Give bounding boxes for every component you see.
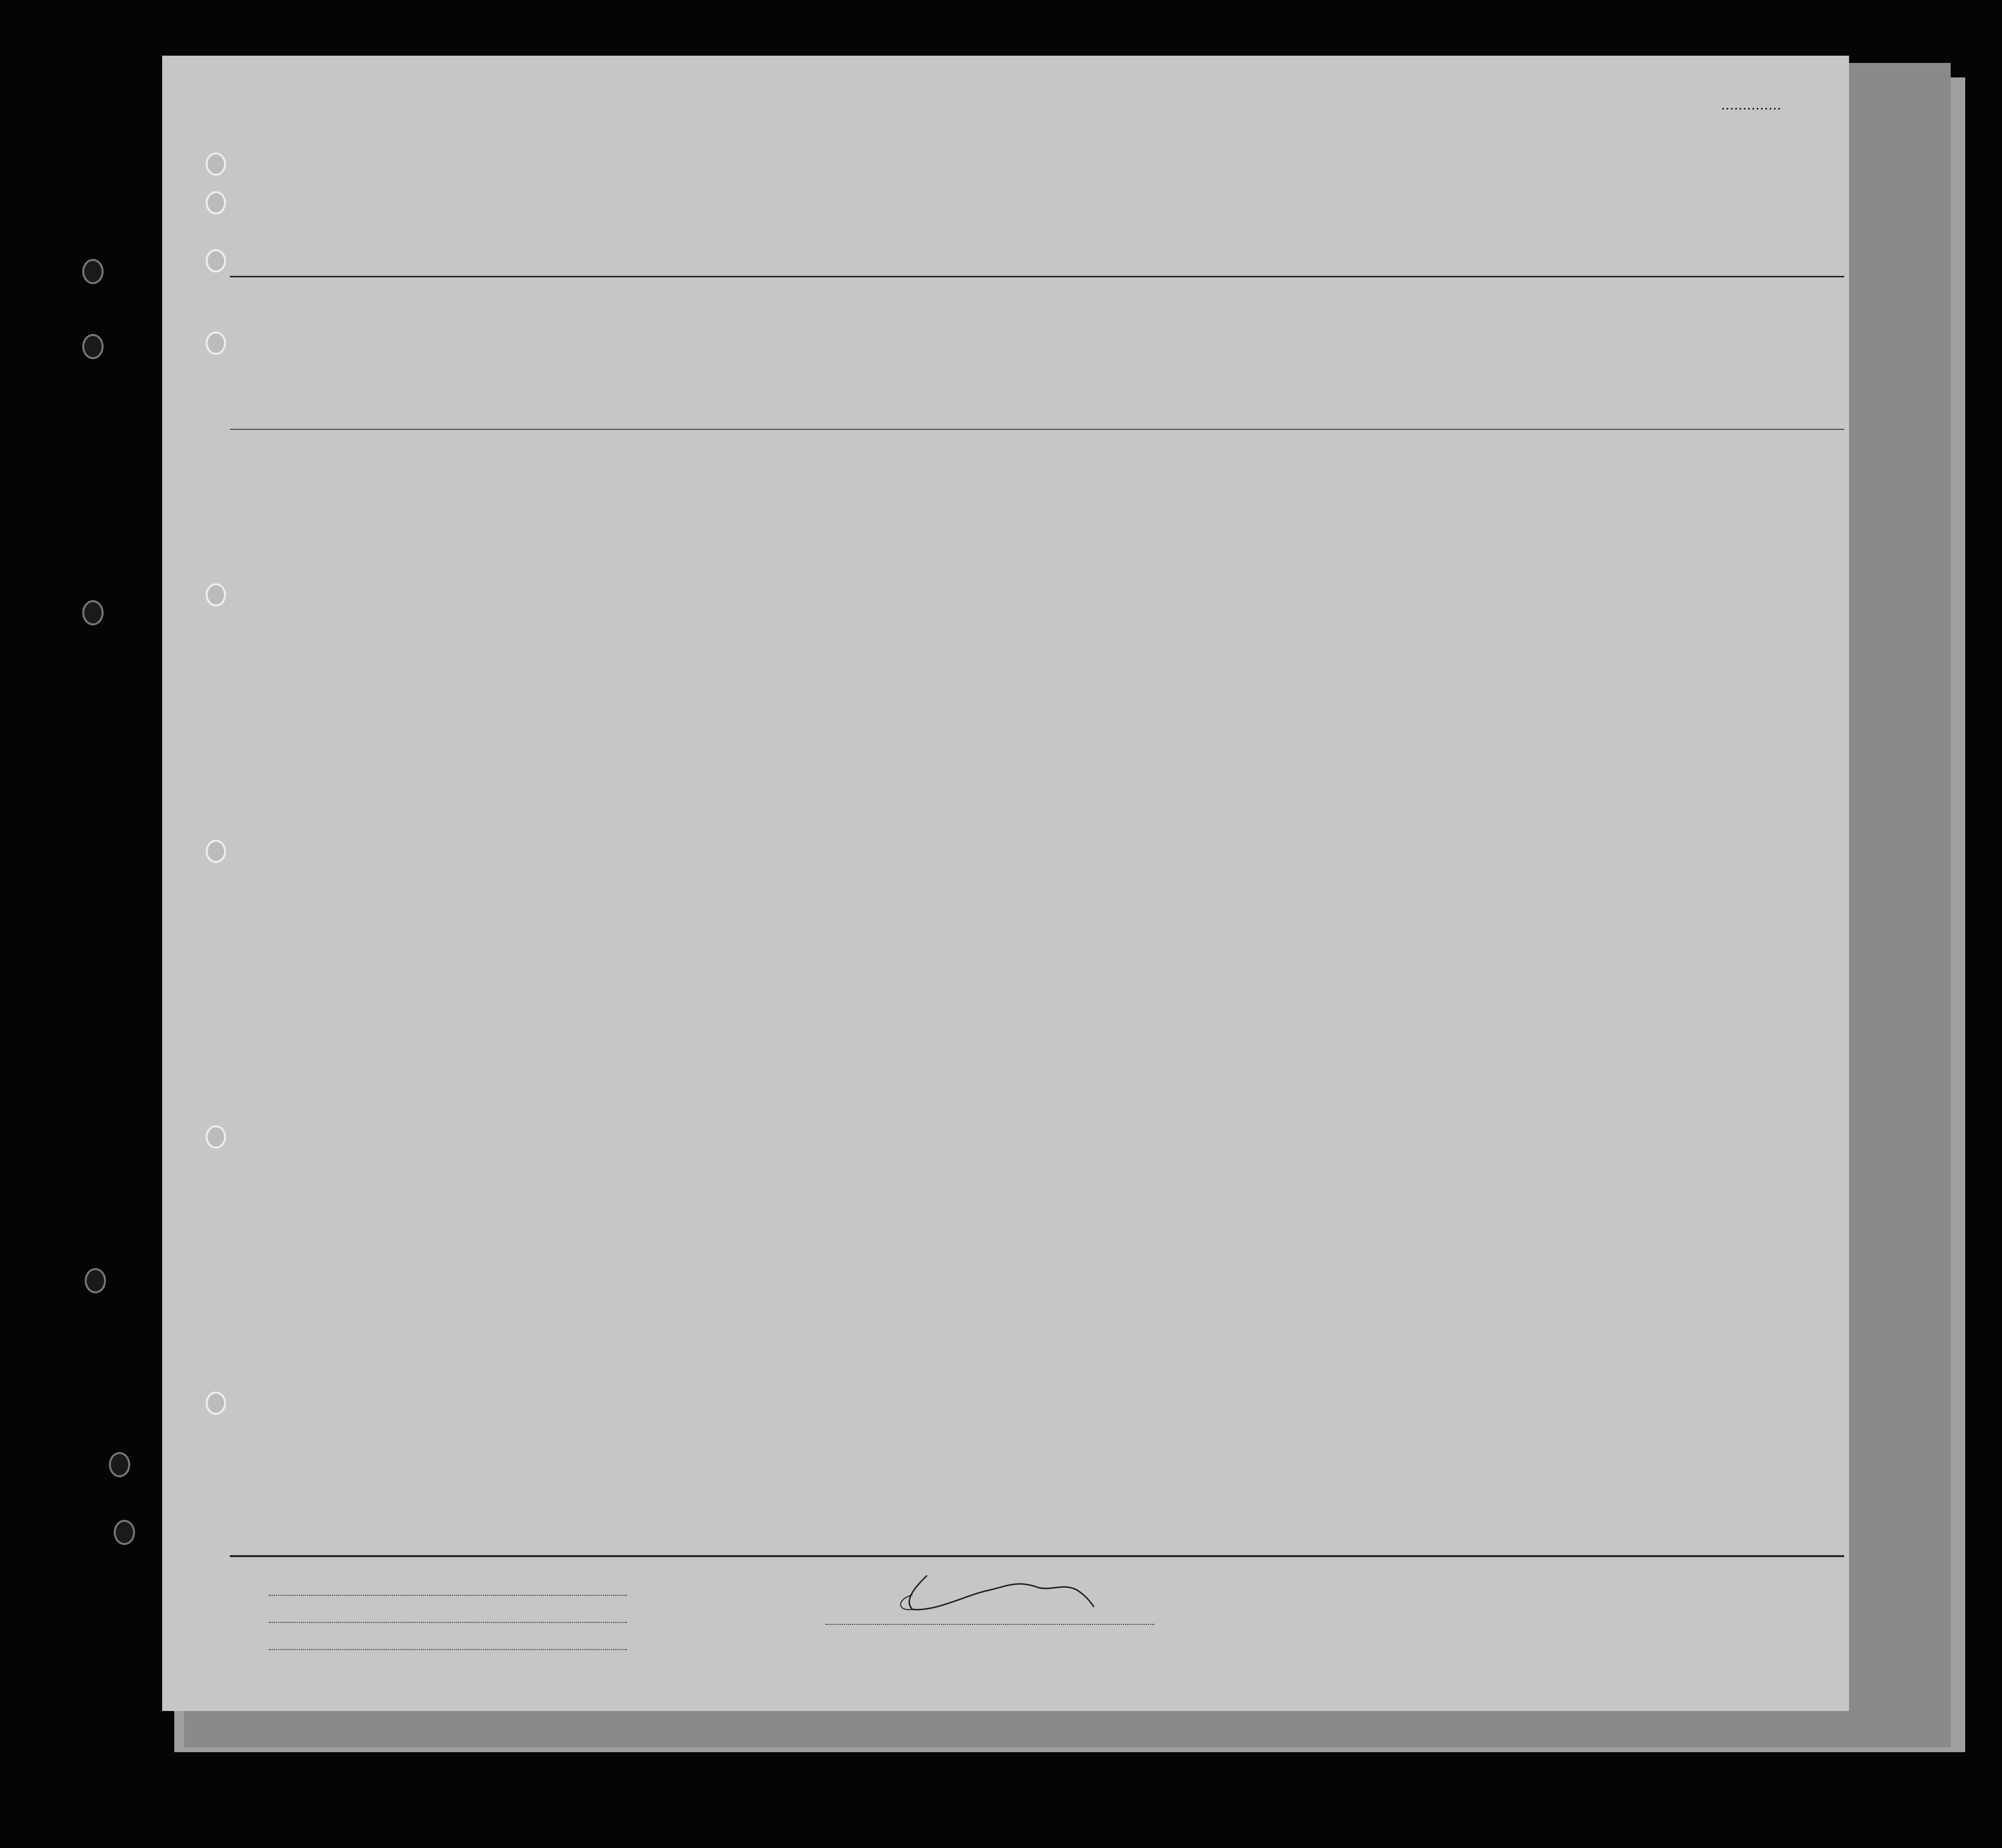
reinforcement-ring <box>206 1392 226 1415</box>
inspector-signature <box>898 1561 1101 1616</box>
reinforcement-ring <box>206 152 226 176</box>
binder-hole <box>82 334 104 359</box>
binder-hole <box>114 1520 135 1545</box>
line-field <box>259 1585 627 1612</box>
binder-hole <box>82 259 104 284</box>
manifest-sheet <box>162 56 1849 1711</box>
owners-field <box>259 1612 627 1639</box>
reinforcement-ring <box>206 840 226 863</box>
binder-hole <box>85 1268 106 1293</box>
footer-fields <box>259 1585 627 1666</box>
crew-manifest-table <box>230 276 1844 1557</box>
reinforcement-ring <box>206 191 226 214</box>
binder-hole <box>109 1452 130 1477</box>
reinforcement-ring <box>206 332 226 355</box>
local-agents-field <box>259 1639 627 1666</box>
reinforcement-ring <box>206 583 226 606</box>
header-divider <box>230 429 1844 430</box>
inspector-label <box>825 1624 1154 1628</box>
reinforcement-ring <box>206 1125 226 1149</box>
binder-hole <box>82 600 104 625</box>
sheet-number-label: .............. <box>1721 97 1781 113</box>
vessel-line <box>346 235 1798 264</box>
reinforcement-ring <box>206 249 226 273</box>
